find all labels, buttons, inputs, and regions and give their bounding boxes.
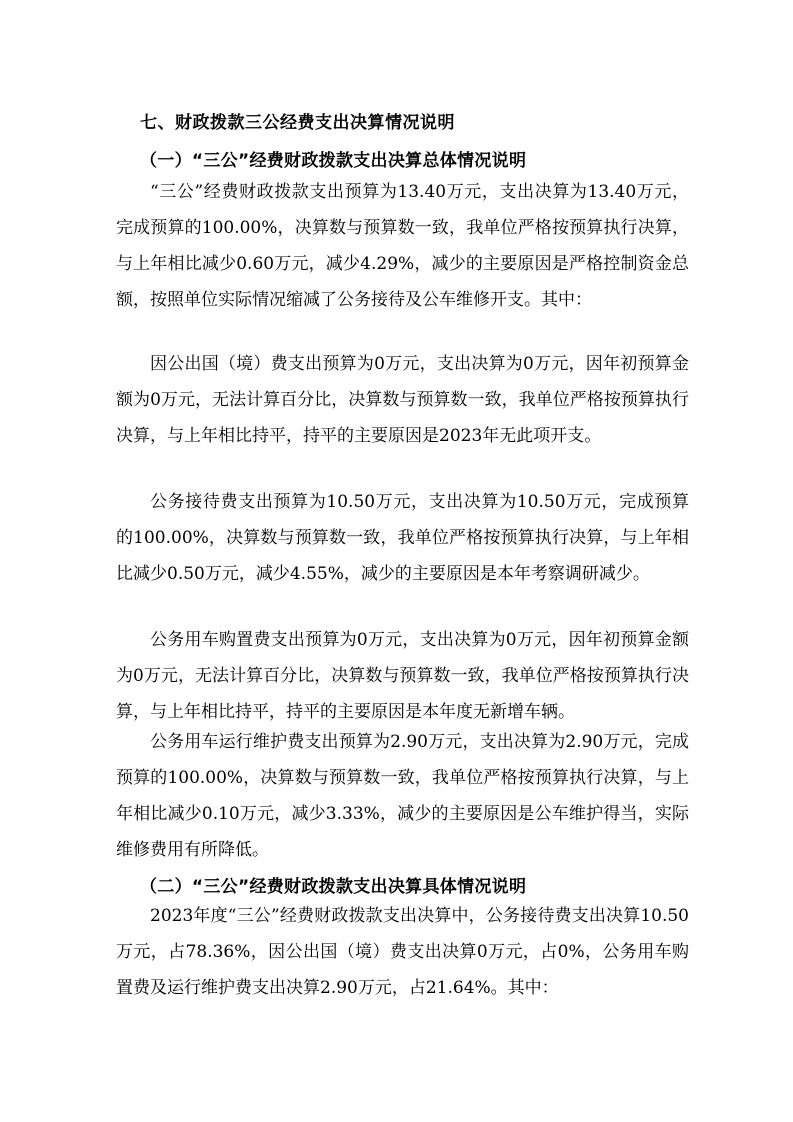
paragraph-vehicle-purchase: 公务用车购置费支出预算为0万元，支出决算为0万元，因年初预算金额为0万元，无法计算百分比，决算数与预算数一致，我单位严格按预算执行决算，与上年相比持平，持平的主要原因是本年度无新增车辆。 [116,630,689,722]
paragraph-reception: 公务接待费支出预算为10.50万元，支出决算为10.50万元，完成预算的100.00%，决算数与预算数一致，我单位严格按预算执行决算，与上年相比减少0.50万元，减少4.55%，减少的主要原因是本年考察调研减少。 [116,492,689,584]
section-title: 七、财政拨款三公经费支出决算情况说明 [140,113,455,133]
subsection-title-overall: （一）“三公”经费财政拨款支出决算总体情况说明 [140,151,527,171]
paragraph-vehicle-maintenance: 公务用车运行维护费支出预算为2.90万元，支出决算为2.90万元，完成预算的100.00%，决算数与预算数一致，我单位严格按预算执行决算，与上年相比减少0.10万元，减少3.33%，减少的主要原因是公车维护得当，实际维修费用有所降低。 [116,732,689,860]
paragraph-overseas: 因公出国（境）费支出预算为0万元，支出决算为0万元，因年初预算金额为0万元，无法计算百分比，决算数与预算数一致，我单位严格按预算执行决算，与上年相比持平，持平的主要原因是2023年无此项开支。 [116,354,689,446]
paragraph-overall: “三公”经费财政拨款支出预算为13.40万元，支出决算为13.40万元，完成预算的100.00%，决算数与预算数一致，我单位严格按预算执行决算，与上年相比减少0.60万元，减少4.29%，减少的主要原因是严格控制资金总额，按照单位实际情况缩减了公务接待及公车维修开支。其中： [116,182,689,310]
subsection-title-detail: （二）“三公”经费财政拨款支出决算具体情况说明 [140,877,527,897]
paragraph-detail: 2023年度“三公”经费财政拨款支出决算中，公务接待费支出决算10.50万元，占78.36%，因公出国（境）费支出决算0万元，占0%，公务用车购置费及运行维护费支出决算2.90万元，占21.64%。其中： [116,906,689,998]
